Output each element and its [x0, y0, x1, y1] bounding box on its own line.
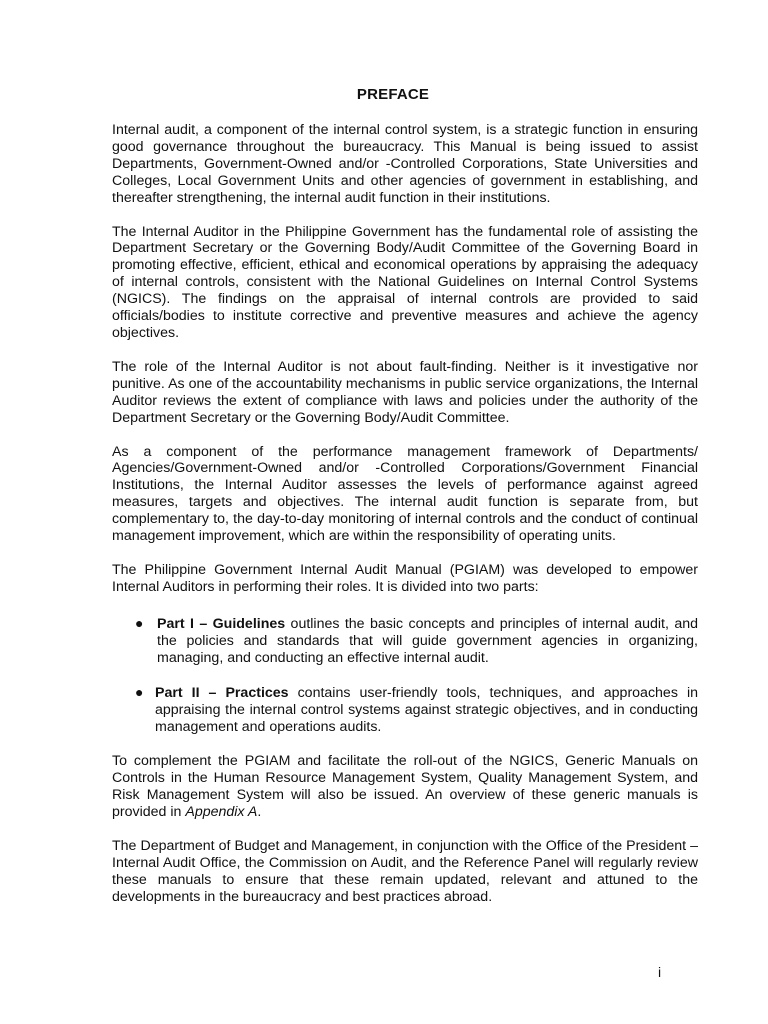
appendix-reference: Appendix A: [185, 803, 258, 820]
page-title: PREFACE: [356, 86, 430, 103]
bullet-icon: ●: [135, 614, 144, 631]
page-number: i: [658, 964, 662, 980]
bullet-part-2-heading: Part II – Practices: [155, 685, 289, 702]
paragraph-4: As a component of the performance management framework of Departments/ Agencies/Government-Owned and/or -Controlled Corporations/Government Financial Institutions, the Internal Auditor assesses the levels of performance against agreed measures, targets and objectives. The internal audit function is separate from, but complementary to, the day-to-day monitoring of internal controls and the conduct of continual management improvement, which are within the responsibility of operating units.: [112, 443, 698, 545]
bullet-icon: ●: [135, 684, 144, 701]
paragraph-5: The Philippine Government Internal Audit Manual (PGIAM) was developed to empower Internal Auditors in performing their roles. It is divided into two parts:: [112, 561, 698, 595]
paragraph-3: The role of the Internal Auditor is not about fault-finding. Neither is it investigative nor punitive. As one of the accountability mechanisms in public service organizations, the Internal Auditor reviews the extent of compliance with laws and policies under the authority of the Department Secretary or the Governing Body/Audit Committee.: [112, 358, 698, 426]
bullet-item-part-1: [112, 616, 698, 667]
complement-end: .: [257, 803, 262, 820]
paragraph-7: The Department of Budget and Management, in conjunction with the Office of the President – Internal Audit Office, the Commission on Audit, and the Reference Panel will regularly review these manuals to ensure that these remain updated, relevant and attuned to the developments in the bureaucracy and best practices abroad.: [112, 837, 698, 905]
bullet-part-2-text: contains user-friendly tools, techniques, and approaches in appraising the internal control systems against strategic objectives, and in conducting management and operations audits.: [155, 685, 698, 736]
paragraph-2: The Internal Auditor in the Philippine Government has the fundamental role of assisting the Department Secretary or the Governing Body/Audit Committee of the Governing Board in promoting effective, efficient, ethical and economical operations by appraising the adequacy of internal controls, consistent with the National Guidelines on Internal Control Systems (NGICS). The findings on the appraisal of internal controls are provided to said officials/bodies to institute corrective and preventive measures and achieve the agency objectives.: [112, 223, 698, 341]
bullet-part-1-heading: Part I – Guidelines: [157, 615, 286, 632]
preface-body: [112, 122, 698, 905]
complement-text: To complement the PGIAM and facilitate the roll-out of the NGICS, Generic Manuals on Controls in the Human Resource Management System, Quality Management System, and Risk Management System will also be issued. An overview of these generic manuals is provided in: [112, 753, 698, 820]
bullet-item-part-2: [112, 685, 698, 736]
bullet-part-1-text: outlines the basic concepts and principles of internal audit, and the policies and standards that will guide government agencies in organizing, managing, and conducting an effective internal audit.: [157, 615, 698, 666]
paragraph-6: [112, 753, 698, 821]
paragraph-1: Internal audit, a component of the internal control system, is a strategic function in ensuring good governance throughout the bureaucracy. This Manual is being issued to assist Departments, Government-Owned and/or -Controlled Corporations, State Universities and Colleges, Local Government Units and other agencies of government in establishing, and thereafter strengthening, the internal audit function in their institutions.: [112, 122, 698, 206]
